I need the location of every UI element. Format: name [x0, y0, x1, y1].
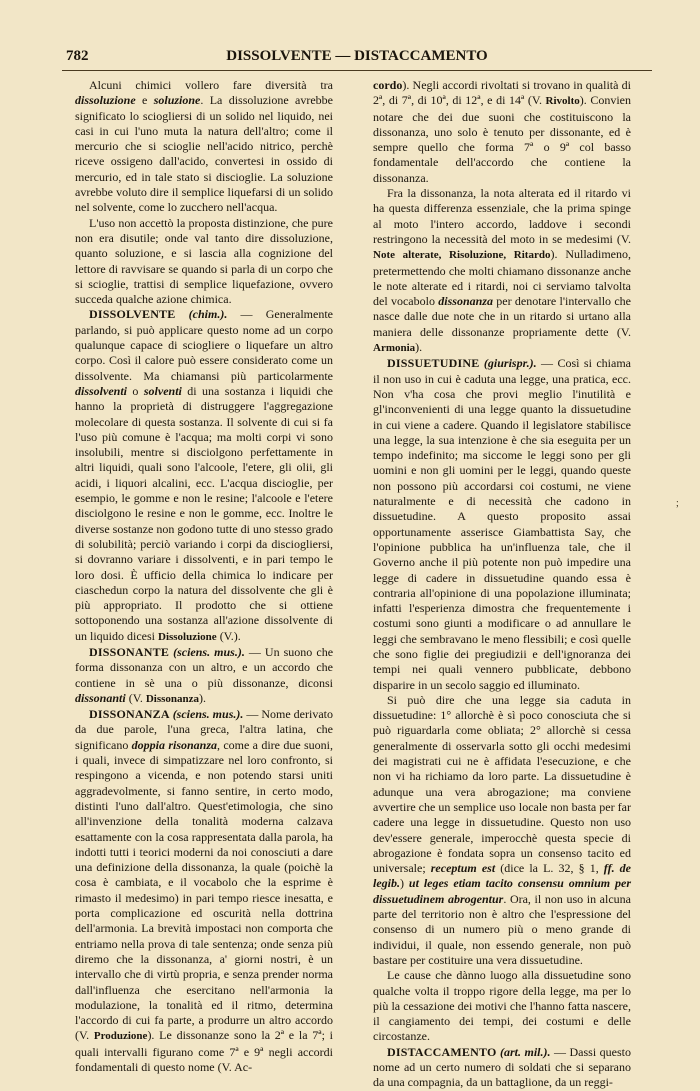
entry-dissolvente: DISSOLVENTE (chim.). — Generalmente parlando, si può applicare questo nome ad un corpo qualunque capace di sciogliere o liquefare un altro corpo. Così il calore può essere considerato come un dissolvente. Ma chiamansi più particolarmente dissolventi o solventi di una sostanza i liquidi che hanno la proprietà di distruggere l'aggregazione molecolare di questa sostanza. Il solvente di cui si fa l'uso più comune è l'acqua; ma molti corpi vi sono insolubili, mentre si disciolgono perfettamente in altri liquidi, quali sono l'alcoole, l'etere, gli olii, gli acidi, i liquori alcalini, ecc. L'acqua discioglie, per esempio, le gomme e non le resine; l'alcoole e l'etere disciolgono le resine e non le gomme, ecc. Inoltre le diverse sostanze non godono tutte di uno stesso grado di solubilità; perciò variando i corpi da disciogliersi, si dovranno variare i dissolventi, e in pari tempo le loro dosi. È ufficio della chimica lo indicare per ciaschedun corpo la natura del dissolvente che gli è più appropriato. Il prodotto che si ottiene sottoponendo una sostanza all'azione dissolvente di un liquido dicesi Dissoluzione (V.). [75, 307, 334, 643]
entry-tag: (giurispr.). [483, 356, 537, 371]
entry-heading: DISTACCAMENTO [387, 1044, 497, 1059]
running-title: DISSOLVENTE — DISTACCAMENTO [226, 48, 488, 64]
entry-heading: DISSOLVENTE [89, 307, 176, 322]
paragraph-cause: Le cause che dànno luogo alla dissuetudine sono qualche volta il troppo rigore della legge, ma per lo più la cessazione dei motivi che l'hanno fatta nascere, il cangiamento dei tempi, dei costumi e delle circostanze. [373, 968, 631, 1044]
cross-reference: Armonia [373, 342, 416, 355]
cross-reference: Rivolto [545, 95, 580, 108]
cross-reference: Produzione [93, 1030, 148, 1043]
entry-dissonante: DISSONANTE (sciens. mus.). — Un suono che forma dissonanza con un altro, e un accordo che contiene in sè una o più dissonanze, diconsi dissonanti (V. Dissonanza). [75, 644, 334, 705]
cross-reference: Note alterate, Risoluzione, Ritardo [373, 249, 551, 262]
paragraph-uso: L'uso non accettò la proposta distinzione, che pure non era disutile; onde val tanto dire dissoluzione, quanto soluzione, e si lascia alla cognizione del lettore di ravvisare se quando si parla di un corpo che si scioglie, trattisi di semplice liquefazione, ovvero succeda qualche azione chimica. [75, 215, 333, 307]
right-column [373, 78, 632, 1090]
paragraph-ritardo: Fra la dissonanza, la nota alterata ed il ritardo vi ha questa differenza essenziale, che la prima spinge al moto l'intero accordo, laddove i secondi restringono la necessità del moto in se medesimi (V. Note alterate, Risoluzione, Ritardo). Nulladimeno, pretermettendo che molti chiamano dissonanze anche le note alterate ed i ritardi, noi ci serviamo talvolta del vocabolo dissonanza per denotare l'intervallo che nasce dalle due note che in un ritardo si urtano alla maniera delle dissonanze propriamente dette (V. Armonia). [373, 186, 631, 355]
page-number: 782 [66, 48, 89, 64]
entry-dissuetudine: DISSUETUDINE (giurispr.). — Così si chiama il non uso in cui è caduta una legge, una pratica, ecc. Non v'ha cosa che provi meglio l'inutilità e gl'inconvenienti di una legge quanto la dissuetudine in cui viene a cadere. Quando il legislatore stabilisce una legge, la sua intenzione è che sia eseguita per un tempo indefinito; ma siccome le leggi sono per gli uomini e non gli uomini per le leggi, quando queste non possono più accordarsi coi costumi, ne viene naturalmente e di necessità che cadono in dissuetudine. A questo proposito assai opportunamente asserisce Giambattista Say, che l'opinione pubblica ha un'influenza tale, che il Governo anche il più potente non può impedire una legge di cadere in dissuetudine quando essa è contraria all'opinione di una popolazione illuminata; infatti l'esperienza dimostra che frequentemente i costumi sono giunti a modificare o ad annullare le leggi che sembravano le meno flessibili; e così quelle che sono figlie dei pregiudizii e dell'ignoranza dei tempi nei quali vennero pubblicate, debbono disparire in un secolo saggio ed illuminato. [373, 356, 631, 692]
entry-heading: DISSONANTE [89, 644, 170, 659]
margin-mark: ; [676, 498, 679, 509]
entry-dissonanza: DISSONANZA (sciens. mus.). — Nome derivato da due parole, l'una greca, l'altra latina, che significano doppia risonanza, come a dire due suoni, i quali, invece di simpatizzare nel loro confronto, si respingono a vicenda, e non potendo starsi uniti aggradevolmente, si fanno sentire, in certo modo, distinti l'uno dall'altro. Quest'etimologia, che sino all'invenzione della tonalità moderna calzava esattamente con la cosa rappresentata dalla parola, ha indotti tutti i teorici moderni da noi conosciuti a dare una definizione della dissonanza, la quale (poichè la cosa è cambiata, e il vocabolo che la esprime è rimasto il medesimo) in pari tempo riesce inesatta, e porta complicazione ed oscurità nella dottrina dell'armonia. La brevità impostaci non comporta che entriamo nella prova di tale sentenza; onde senza più diremo che la dissonanza, a' giorni nostri, è un intervallo che di virtù propria, e senza prender norma dall'influenza che esercitano nell'armonia la modulazione, la tonalità ed il ritmo, determina l'accordo di cui fa parte, a produrre un altro accordo (V. Produzione). Le dissonanze sono la 2ª e la 7ª; i quali intervalli figurano come 7ª e 9ª negli accordi fondamentali di questo nome (V. Ac- [75, 707, 334, 1074]
entry-heading: DISSUETUDINE [387, 356, 480, 371]
paragraph-dissoluzione: Alcuni chimici vollero fare diversità tra dissoluzione e soluzione. La dissoluzione avrebbe significato lo sciogliersi di un solido nel liquido, nei casi in cui l'uno muta la natura dell'altro; come il mercurio che si scioglie nell'acido nitrico, perchè riceve ossigeno dall'acido, convertesi in ossido di mercurio, ed in tale stato si discioglie. La soluzione avrebbe voluto dire il semplice liquefarsi di un solido nel solvente, come lo zucchero nell'acqua. [75, 78, 334, 215]
entry-distaccamento: DISTACCAMENTO (art. mil.). — Dassi questo nome ad un certo numero di soldati che si separano da una compagnia, da un battaglione, da un reggi- [373, 1044, 632, 1090]
entry-tag: (art. mil.). [500, 1044, 551, 1059]
cross-reference: Dissoluzione [158, 630, 217, 643]
entry-tag: (sciens. mus.). [173, 644, 245, 659]
entry-tag: (chim.). [188, 307, 228, 322]
left-column [75, 78, 334, 1074]
cross-reference: Dissonanza [145, 692, 200, 705]
paragraph-abrogazione: Si può dire che una legge sia caduta in dissuetudine: 1° allorchè è sì poco conosciuta che si può riguardarla come obliata; 2° allorchè si cessa generalmente di osservarla sotto gli occhi medesimi dei magistrati cui ne è affidata l'esecuzione, e che non vi ha richiamo da loro parte. La dissuetudine è adunque una vera abrogazione; ma conviene avvertire che un semplice uso locale non basta per far cadere una legge in dissuetudine. Questo non uso dev'essere generale, imperocchè questa specie di abrogazione è fondata sopra un consenso tacito ed universale; receptum est (dice la L. 32, § 1, ff. de legib.) ut leges etiam tacito consensu omnium per dissuetudinem abrogentur. Ora, il non uso in alcuna parte del territorio non è altro che l'espressione del consenso di un numero più o meno grande di individui, il quale, non essendo generale, non può bastare per costituire una vera dissuetudine. [373, 692, 631, 967]
entry-heading: DISSONANZA [89, 707, 170, 722]
entry-tag: (sciens. mus.). [172, 707, 244, 722]
paragraph-continuation: cordo). Negli accordi rivoltati si trovano in qualità di 2ª, di 7ª, di 10ª, di 12ª, e di 14ª (V. Rivolto). Convien notare che dei due suoni che costituiscono la dissonanza, uno solo è tenuto per dissonante, ed è sempre quello che forma 7ª o 9ª col basso fondamentale dell'accordo che contiene la dissonanza. [373, 78, 631, 185]
page-header [62, 48, 652, 71]
